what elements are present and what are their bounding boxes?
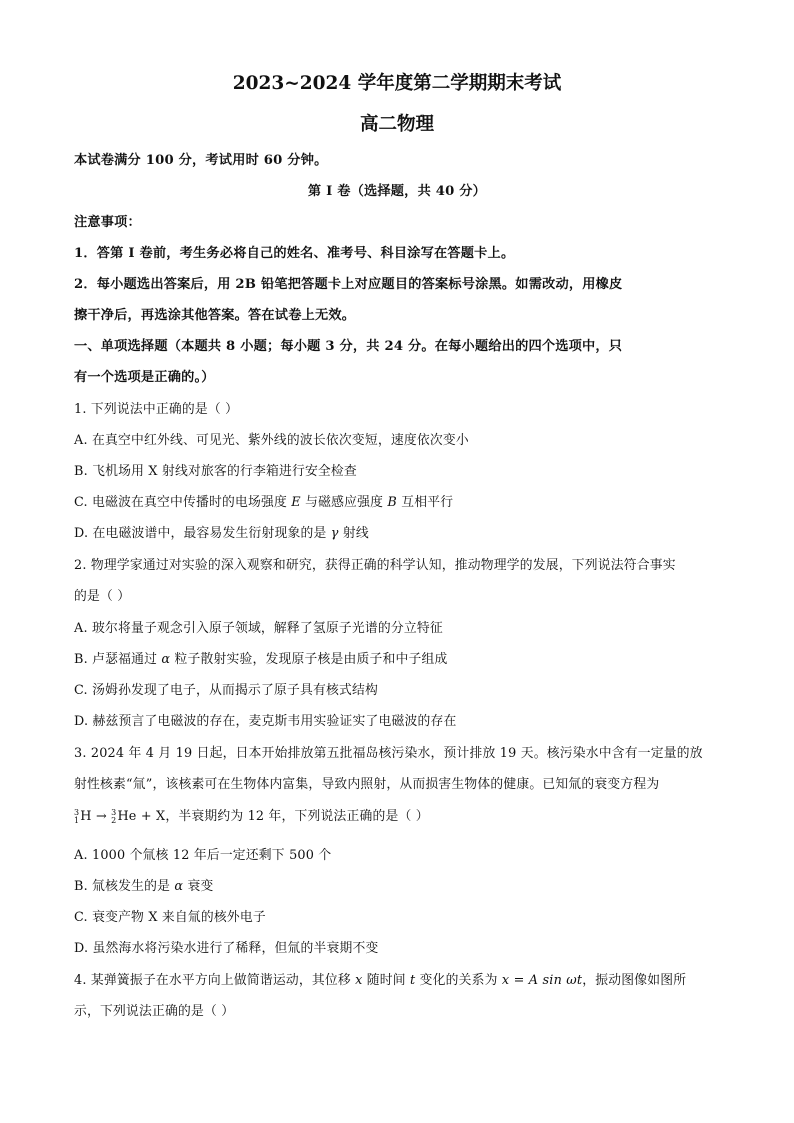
q4-t-symbol: t <box>410 973 416 988</box>
q3-option-b-pre: B. 氚核发生的是 <box>74 879 175 894</box>
q2-stem-line-2: 的是（ ） <box>74 589 131 604</box>
q1-option-c-b-symbol: B <box>387 495 397 510</box>
q4-stem-mid: 随时间 <box>362 973 411 988</box>
q3-option-a: A. 1000 个氚核 12 年后一定还剩下 500 个 <box>74 848 332 863</box>
exam-intro: 本试卷满分 100 分，考试用时 60 分钟。 <box>74 153 328 168</box>
exam-subject: 高二物理 <box>359 114 434 135</box>
q4-formula: x = A sin ωt <box>501 973 583 988</box>
q3-eq-h-charge: 1 <box>74 815 80 825</box>
q3-option-b <box>74 878 214 896</box>
q1-option-b: B. 飞机场用 X 射线对旅客的行李箱进行安全检查 <box>74 464 357 479</box>
part-one-line-2: 有一个选项是正确的。） <box>74 370 215 385</box>
q3-option-c: C. 衰变产物 X 来自氚的核外电子 <box>74 910 266 925</box>
notes-heading: 注意事项： <box>74 215 141 230</box>
q3-stem-line-2: 射性核素“氚”，该核素可在生物体内富集，导致内照射，从而损害生物体的健康。已知氚的衰变方程为 <box>74 777 660 792</box>
q1-option-d-pre: D. 在电磁波谱中，最容易发生衍射现象的是 <box>74 526 331 541</box>
notes-item-2-line-2: 擦干净后，再选涂其他答案。答在试卷上无效。 <box>74 308 356 323</box>
q3-eq-he: He + X <box>117 809 166 824</box>
q3-eq-h-mass: 3 <box>74 807 80 817</box>
exam-title: 2023~2024 学年度第二学期期末考试 <box>232 73 562 94</box>
q1-option-d <box>74 525 369 543</box>
q3-eq-arrow: → <box>91 809 112 824</box>
q1-option-d-post: 射线 <box>338 526 369 541</box>
q2-option-c: C. 汤姆孙发现了电子，从而揭示了原子具有核式结构 <box>74 683 379 698</box>
q2-option-a: A. 玻尔将量子观念引入原子领域，解释了氢原子光谱的分立特征 <box>74 621 443 636</box>
q3-stem-line-3-post: ，半衰期约为 12 年，下列说法正确的是（ ） <box>165 809 429 824</box>
q3-stem-line-3 <box>74 808 429 826</box>
section-one-title: 第 I 卷（选择题，共 40 分） <box>307 184 487 199</box>
q1-option-c-pre: C. 电磁波在真空中传播时的电场强度 <box>74 495 292 510</box>
q4-stem-pre: 4. 某弹簧振子在水平方向上做简谐运动，其位移 <box>74 973 356 988</box>
q3-eq-he-mass: 3 <box>111 807 117 817</box>
q4-stem-post: ，振动图像如图所 <box>582 973 687 988</box>
q1-option-a: A. 在真空中红外线、可见光、紫外线的波长依次变短，速度依次变小 <box>74 433 469 448</box>
q4-x-symbol: x <box>355 973 363 988</box>
q2-option-b-post: 粒子散射实验，发现原子核是由质子和中子组成 <box>170 652 448 667</box>
notes-item-2-line-1: 2．每小题选出答案后，用 2B 铅笔把答题卡上对应题目的答案标号涂黑。如需改动，用橡皮 <box>74 277 623 292</box>
q4-stem-line-2: 示，下列说法正确的是（ ） <box>74 1004 235 1019</box>
q3-eq-h: H <box>80 809 92 824</box>
q3-eq-he-charge: 2 <box>111 815 117 825</box>
q1-option-d-gamma-symbol: γ <box>330 526 339 541</box>
notes-item-1: 1．答第 I 卷前，考生务必将自己的姓名、准考号、科目涂写在答题卡上。 <box>74 246 515 261</box>
q2-option-b-pre: B. 卢瑟福通过 <box>74 652 162 667</box>
q4-stem-line-1 <box>74 972 686 990</box>
part-one-line-1: 一、单项选择题（本题共 8 小题；每小题 3 分，共 24 分。在每小题给出的四个选项中，只 <box>74 339 623 354</box>
q1-option-c-e-symbol: E <box>291 495 301 510</box>
q2-option-d: D. 赫兹预言了电磁波的存在，麦克斯韦用实验证实了电磁波的存在 <box>74 714 457 729</box>
q3-equation-tritium <box>74 808 92 826</box>
q2-stem-line-1: 2. 物理学家通过对实验的深入观察和研究，获得正确的科学认知，推动物理学的发展，下列说法符合事实 <box>74 558 676 573</box>
q3-option-b-post: 衰变 <box>183 879 214 894</box>
q1-option-c-post: 互相平行 <box>396 495 454 510</box>
q2-option-b <box>74 651 447 669</box>
q1-stem: 1. 下列说法中正确的是（ ） <box>74 402 239 417</box>
q4-stem-mid2: 变化的关系为 <box>415 973 502 988</box>
q1-option-c <box>74 494 453 512</box>
q3-option-b-alpha-symbol: α <box>174 879 184 894</box>
q1-option-c-mid: 与磁感应强度 <box>300 495 388 510</box>
q3-stem-line-1: 3. 2024 年 4 月 19 日起，日本开始排放第五批福岛核污染水，预计排放 19 天。核污染水中含有一定量的放 <box>74 746 703 761</box>
q2-option-b-alpha-symbol: α <box>161 652 171 667</box>
q3-equation-helium <box>111 808 165 826</box>
q3-option-d: D. 虽然海水将污染水进行了稀释，但氚的半衰期不变 <box>74 941 379 956</box>
